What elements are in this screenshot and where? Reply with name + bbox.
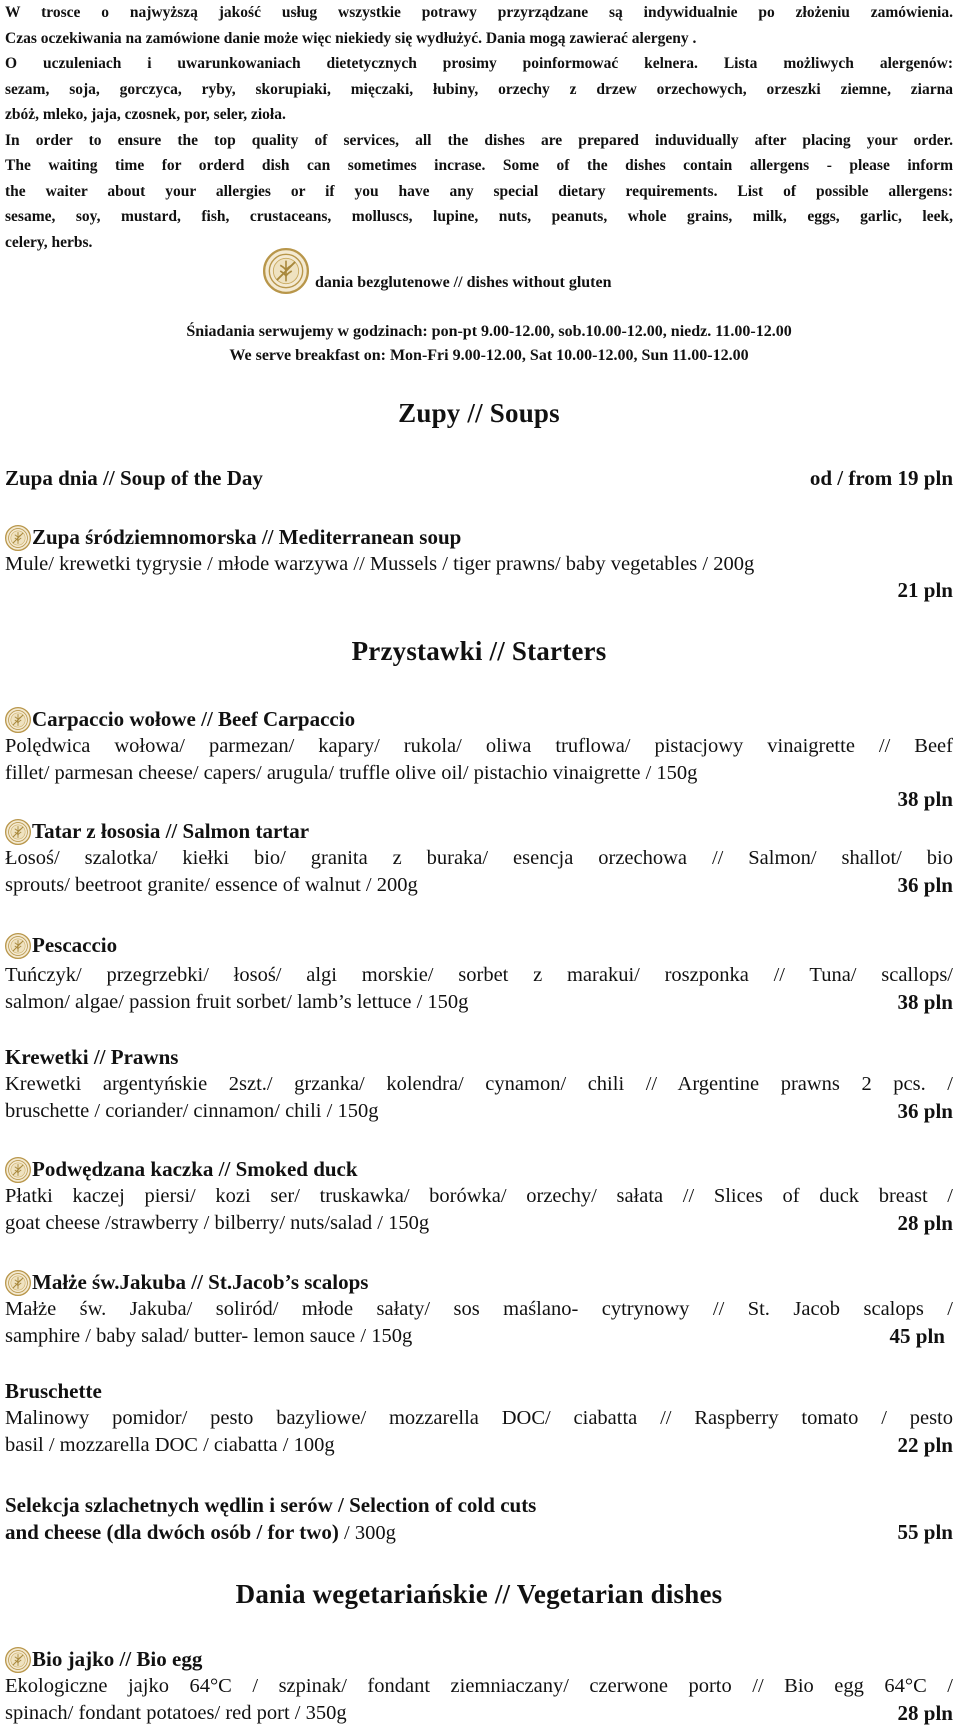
menu-item-prawns	[5, 1044, 953, 1125]
section-title-starters: Przystawki // Starters	[351, 636, 607, 666]
item-name: Pescaccio	[32, 933, 118, 957]
item-description: Polędwica wołowa/ parmezan/ kapary/ rukola/ oliwa truflowa/ pistacjowy vinaigrette // Beef	[5, 735, 953, 757]
item-description: Łosoś/ szalotka/ kiełki bio/ granita z buraka/ esencja orzechowa // Salmon/ shallot/ bio	[5, 847, 953, 869]
section-title-soups: Zupy // Soups	[398, 398, 560, 428]
gluten-free-badge-icon	[5, 819, 31, 845]
item-name: Krewetki // Prawns	[5, 1045, 179, 1069]
item-description: spinach/ fondant potatoes/ red port / 350g	[5, 1702, 347, 1724]
menu-item-beef-carpaccio	[5, 706, 953, 812]
intro-en-line: In order to ensure the top quality of services, all the dishes are prepared induvidually after placing your order.	[5, 131, 953, 149]
item-description: sprouts/ beetroot granite/ essence of walnut / 200g	[5, 874, 418, 896]
item-description: Krewetki argentyńskie 2szt./ grzanka/ kolendra/ cynamon/ chili // Argentine prawns 2 pcs. /	[5, 1073, 953, 1095]
intro-en-line: the waiter about your allergies or if you have any special dietary requirements. List of possible allergens:	[5, 182, 953, 200]
menu-item-pescaccio	[5, 932, 953, 1016]
intro-en-line: The waiting time for orderd dish can sometimes incrase. Some of the dishes contain allergens - please inform	[5, 157, 953, 174]
intro-en-line: sesame, soy, mustard, fish, crustaceans, molluscs, lupine, nuts, peanuts, whole grains, milk, eggs, garlic, leek,	[5, 208, 953, 225]
gluten-free-badge-icon	[5, 525, 31, 551]
item-price: 38 pln	[897, 990, 953, 1014]
intro-pl-line: W trosce o najwyższą jakość usług wszystkie potrawy przyrządzane są indywidualnie po złożeniu zamówienia.	[5, 4, 953, 21]
item-description: samphire / baby salad/ butter- lemon sauce / 150g	[5, 1325, 413, 1347]
item-description: Malinowy pomidor/ pesto bazyliowe/ mozzarella DOC/ ciabatta // Raspberry tomato / pesto	[5, 1407, 953, 1429]
intro-pl-line: zbóż, mleko, jaja, czosnek, por, seler, zioła.	[5, 106, 286, 123]
item-price: od / from 19 pln	[809, 466, 953, 490]
item-name: Tatar z łososia // Salmon tartar	[32, 819, 310, 843]
intro-pl-line: Czas oczekiwania na zamówione danie może więc niekiedy się wydłużyć. Dania mogą zawierać alergeny .	[5, 29, 697, 47]
item-price: 36 pln	[897, 1099, 953, 1123]
gluten-free-badge-icon	[5, 1157, 31, 1183]
intro-notice	[5, 0, 953, 255]
item-weight: / 300g	[338, 1522, 396, 1544]
intro-pl-line: sezam, soja, gorczyca, ryby, skorupiaki, mięczaki, łubiny, orzechy z drzew orzechowych, orzeszki ziemne, ziarna	[5, 80, 953, 98]
gluten-free-badge-icon	[5, 1270, 31, 1296]
breakfast-hours	[5, 320, 953, 368]
item-description: salmon/ algae/ passion fruit sorbet/ lamb’s lettuce / 150g	[5, 991, 469, 1013]
menu-item-soup-of-day	[5, 465, 953, 492]
menu-item-bruschette	[5, 1378, 953, 1459]
item-description: basil / mozzarella DOC / ciabatta / 100g	[5, 1434, 335, 1456]
item-name: Małże św.Jakuba // St.Jacob’s scalops	[32, 1270, 369, 1294]
item-price: 55 pln	[897, 1520, 953, 1544]
item-price: 22 pln	[897, 1433, 953, 1457]
section-title-vegetarian: Dania wegetariańskie // Vegetarian dishes	[235, 1579, 723, 1609]
item-name: Carpaccio wołowe // Beef Carpaccio	[32, 707, 356, 731]
menu-item-cold-cuts-selection	[5, 1492, 953, 1547]
intro-en-line: celery, herbs.	[5, 233, 93, 251]
item-description: Płatki kaczej piersi/ kozi ser/ truskawka/ borówka/ orzechy/ sałata // Slices of duck breast /	[5, 1185, 953, 1207]
item-description: Tuńczyk/ przegrzebki/ łosoś/ algi morskie/ sorbet z marakui/ roszponka // Tuna/ scallops/	[5, 964, 953, 986]
menu-page	[5, 0, 953, 1725]
item-price: 28 pln	[897, 1211, 953, 1235]
item-name: Podwędzana kaczka // Smoked duck	[32, 1157, 358, 1181]
item-description: Mule/ krewetki tygrysie / młode warzywa // Mussels / tiger prawns/ baby vegetables / 200g	[5, 553, 755, 575]
item-name: Zupa śródziemnomorska // Mediterranean soup	[32, 525, 462, 549]
item-description: bruschette / coriander/ cinnamon/ chili / 150g	[5, 1100, 379, 1122]
item-price: 36 pln	[897, 873, 953, 897]
gluten-free-badge-icon	[5, 933, 31, 959]
item-price: 38 pln	[897, 787, 953, 811]
gluten-free-badge-icon	[5, 707, 31, 733]
menu-item-bio-egg	[5, 1646, 953, 1727]
item-description: fillet/ parmesan cheese/ capers/ arugula/ truffle olive oil/ pistachio vinaigrette / 150g	[5, 762, 698, 784]
legend-text: dania bezglutenowe // dishes without gluten	[315, 274, 612, 291]
item-name: and cheese (dla dwóch osób / for two)	[5, 1520, 339, 1544]
gluten-free-legend	[263, 248, 611, 294]
gluten-free-badge-icon	[5, 1647, 31, 1673]
item-price: 28 pln	[897, 1701, 953, 1725]
menu-item-mediterranean-soup	[5, 524, 953, 603]
item-name: Zupa dnia // Soup of the Day	[5, 466, 263, 490]
item-name: Bio jajko // Bio egg	[32, 1647, 203, 1671]
intro-pl-line: O uczuleniach i uwarunkowaniach dietetycznych prosimy poinformować kelnera. Lista możliwych alergenów:	[5, 55, 953, 72]
item-name: Bruschette	[5, 1379, 102, 1403]
item-price: 21 pln	[897, 578, 953, 602]
item-description: goat cheese /strawberry / bilberry/ nuts/salad / 150g	[5, 1212, 430, 1234]
item-description: Ekologiczne jajko 64°C / szpinak/ fondant ziemniaczany/ czerwone porto // Bio egg 64°C /	[5, 1675, 953, 1697]
item-description: Małże św. Jakuba/ soliród/ młode sałaty/ sos maślano- cytrynowy // St. Jacob scalops /	[5, 1298, 953, 1320]
breakfast-hours-en: We serve breakfast on: Mon-Fri 9.00-12.00, Sat 10.00-12.00, Sun 11.00-12.00	[229, 347, 749, 364]
menu-item-salmon-tartar	[5, 818, 953, 899]
item-price: 45 pln	[889, 1324, 945, 1348]
breakfast-hours-pl: Śniadania serwujemy w godzinach: pon-pt 9.00-12.00, sob.10.00-12.00, niedz. 11.00-12.00	[186, 323, 792, 340]
menu-item-smoked-duck	[5, 1156, 953, 1237]
gluten-free-badge-icon	[263, 248, 309, 294]
item-name: Selekcja szlachetnych wędlin i serów / Selection of cold cuts	[5, 1493, 537, 1517]
menu-item-st-jacob-scallops	[5, 1269, 953, 1350]
